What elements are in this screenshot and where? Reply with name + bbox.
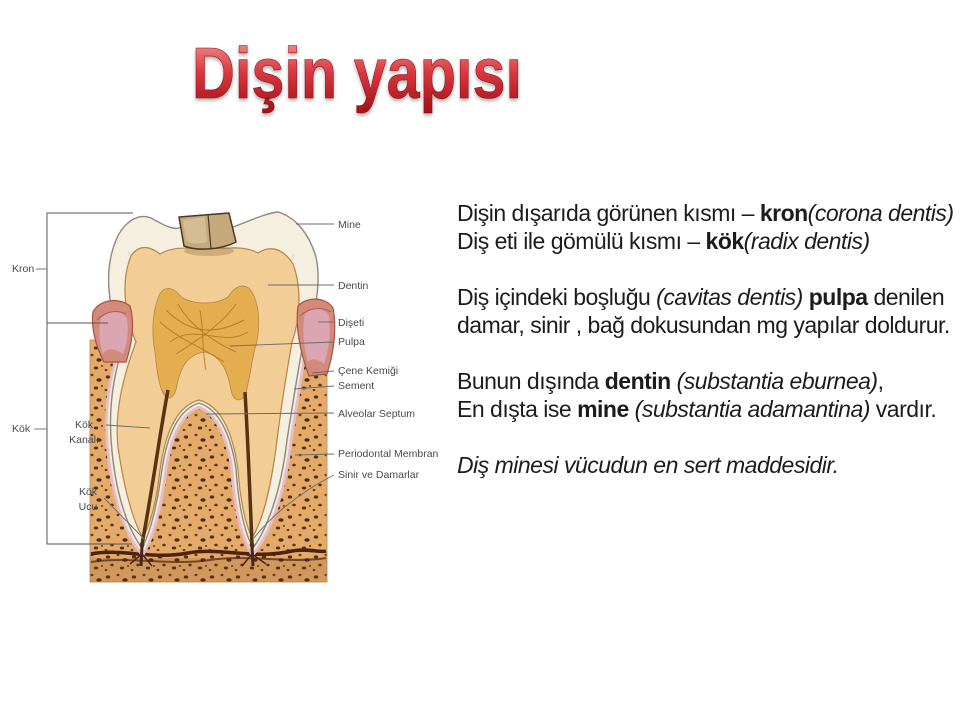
label-kok-kanali-1: Kök [74, 419, 94, 431]
text-run: En dışta ise [457, 396, 578, 422]
text-run: denilen [867, 284, 945, 310]
figure-labels-right [338, 219, 439, 481]
text-run: Bunun dışında [457, 368, 605, 394]
text-line [457, 452, 839, 478]
figure-labels-left [12, 263, 99, 513]
text-line [457, 200, 954, 226]
tooth-diagram [0, 192, 460, 622]
label-diseti: Dişeti [338, 317, 365, 329]
slide-title [0, 14, 960, 144]
text-run: , [877, 368, 884, 394]
label-kok-ucu-2: Ucu [78, 501, 98, 513]
bone-bottom-band [90, 558, 327, 582]
text-line [457, 284, 944, 310]
paragraph-pulpa [457, 283, 957, 339]
text-run-bold: mine [577, 396, 629, 422]
text-run: Diş eti ile gömülü kısmı – [457, 228, 706, 254]
text-run-italic: (substantia adamantina) [634, 396, 870, 422]
label-periodontal-membran: Periodontal Membran [338, 448, 439, 460]
label-dentin: Dentin [338, 280, 369, 292]
text-run: Dişin dışarıda görünen kısmı – [457, 200, 760, 226]
paragraph-note [457, 451, 957, 479]
text-run-bold: kök [705, 228, 744, 254]
label-alveolar-septum: Alveolar Septum [338, 408, 416, 420]
text-run-italic: (substantia eburnea) [676, 368, 878, 394]
text-run-bold: kron [759, 200, 808, 226]
text-run: vardır. [869, 396, 937, 422]
text-line [457, 396, 936, 422]
paragraph-kron-kok [457, 199, 957, 255]
label-cene-kemigi: Çene Kemiği [338, 365, 399, 377]
crown-filling [179, 213, 236, 256]
label-pulpa: Pulpa [338, 336, 365, 348]
page-title: Dişin yapısı [192, 34, 522, 114]
label-kok-kanali-2: Kanalı [69, 434, 99, 446]
text-line [457, 312, 950, 338]
label-sinir-ve-damarlar: Sinir ve Damarlar [338, 469, 420, 481]
label-kron: Kron [12, 263, 35, 275]
text-run: Diş içindeki boşluğu [457, 284, 657, 310]
text-line [457, 368, 883, 394]
label-kok-ucu-1: Kök [78, 486, 98, 498]
text-run-bold: dentin [604, 368, 671, 394]
text-run-italic: (corona dentis) [807, 200, 954, 226]
text-run-bold: pulpa [808, 284, 868, 310]
text-run: damar, sinir , bağ dokusundan mg yapılar doldurur. [457, 312, 950, 338]
body-text [457, 199, 957, 507]
text-line [457, 228, 870, 254]
text-run-italic: Diş minesi vücudun en sert maddesidir. [457, 452, 839, 478]
label-mine: Mine [338, 219, 361, 231]
paragraph-dentin-mine [457, 367, 957, 423]
label-kok: Kök [12, 423, 31, 435]
text-run-italic: (cavitas dentis) [656, 284, 803, 310]
text-run-italic: (radix dentis) [743, 228, 870, 254]
label-sement: Sement [338, 380, 375, 392]
